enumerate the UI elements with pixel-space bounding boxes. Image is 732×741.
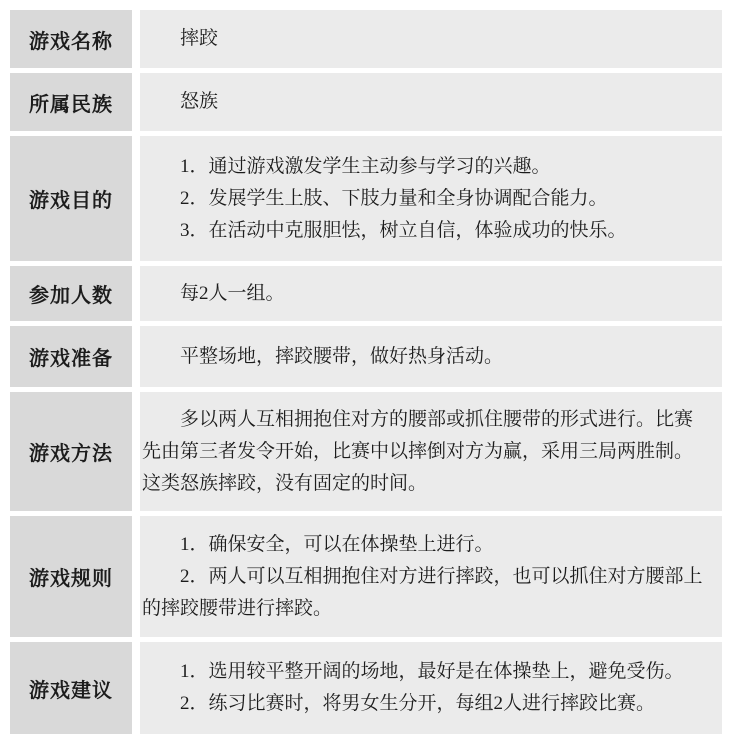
content-paragraph: 怒族 [180,91,219,112]
table-row-game-suggestions [10,642,722,734]
row-label: 游戏方法 [10,392,132,511]
content-paragraph: 3．在活动中克服胆怯，树立自信，体验成功的快乐。 [180,219,627,241]
row-content [140,516,722,637]
table-row-game-purpose [10,136,722,261]
row-label: 游戏建议 [10,642,132,734]
row-content [140,266,722,321]
row-content [140,136,722,261]
row-label: 游戏名称 [10,10,132,68]
table-row-ethnic-group [10,73,722,131]
row-label: 所属民族 [10,73,132,131]
content-paragraph: 2．练习比赛时，将男女生分开，每组2人进行摔跤比赛。 [180,693,656,714]
row-label: 游戏目的 [10,136,132,261]
content-paragraph: 每2人一组。 [180,282,285,304]
content-paragraph: 多以两人互相拥抱住对方的腰部或抓住腰带的形式进行。比赛先由第三者发令开始，比赛中以摔倒对方为赢，采用三局两胜制。这类怒族摔跤，没有固定的时间。 [142,408,694,494]
row-label: 参加人数 [10,266,132,321]
content-paragraph: 2．两人可以互相拥抱住对方进行摔跤，也可以抓住对方腰部上的摔跤腰带进行摔跤。 [142,565,703,619]
table-row-game-method [10,392,722,511]
row-content [140,326,722,387]
row-label: 游戏规则 [10,516,132,637]
table-row-game-preparation [10,326,722,387]
row-content [140,73,722,131]
row-label: 游戏准备 [10,326,132,387]
row-content [140,642,722,734]
content-paragraph: 平整场地，摔跤腰带，做好热身活动。 [180,345,504,367]
row-content [140,392,722,511]
game-info-table [10,10,722,734]
row-content [140,10,722,68]
table-row-game-name [10,10,722,68]
content-paragraph: 1．选用较平整开阔的场地，最好是在体操垫上，避免受伤。 [180,661,684,682]
content-paragraph: 2．发展学生上肢、下肢力量和全身协调配合能力。 [180,187,608,209]
table-row-participants [10,266,722,321]
content-paragraph: 1．确保安全，可以在体操垫上进行。 [180,533,494,555]
content-paragraph: 摔跤 [180,28,219,49]
table-row-game-rules [10,516,722,637]
content-paragraph: 1．通过游戏激发学生主动参与学习的兴趣。 [180,155,551,177]
